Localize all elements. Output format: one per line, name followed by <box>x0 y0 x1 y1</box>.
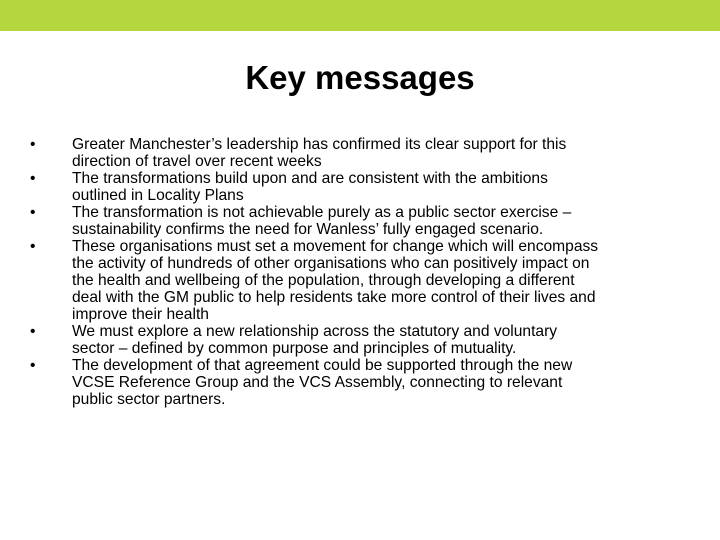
list-item <box>30 323 690 357</box>
bullet-icon: • <box>30 204 36 221</box>
bullet-text: The development of that agreement could be supported through the new VCSE Reference Group and the VCS Assembly, connecting to relevant public sector partners. <box>72 357 573 408</box>
list-item <box>30 238 690 323</box>
bullet-icon: • <box>30 238 36 255</box>
list-item <box>30 357 690 408</box>
bullet-text: These organisations must set a movement for change which will encompass the activity of hundreds of other organisations who can positively impact on the health and wellbeing of the population, through developing a different deal with the GM public to help residents take more control of their lives and improve their health <box>72 238 599 323</box>
bullet-icon: • <box>30 136 36 153</box>
list-item <box>30 136 690 170</box>
bullet-icon: • <box>30 357 36 374</box>
bullet-list <box>30 136 690 408</box>
list-item <box>30 204 690 238</box>
list-item <box>30 170 690 204</box>
bullet-icon: • <box>30 323 36 340</box>
bullet-icon: • <box>30 170 36 187</box>
slide-title: Key messages <box>245 59 475 96</box>
bullet-text: The transformations build upon and are consistent with the ambitions outlined in Locality Plans <box>72 170 548 204</box>
bullet-text: We must explore a new relationship across the statutory and voluntary sector – defined by common purpose and principles of mutuality. <box>72 323 558 357</box>
top-accent-bar <box>0 0 720 31</box>
bullet-text: Greater Manchester’s leadership has confirmed its clear support for this direction of travel over recent weeks <box>72 136 567 170</box>
bullet-text: The transformation is not achievable purely as a public sector exercise – sustainability confirms the need for Wanless’ fully engaged scenario. <box>72 204 572 238</box>
